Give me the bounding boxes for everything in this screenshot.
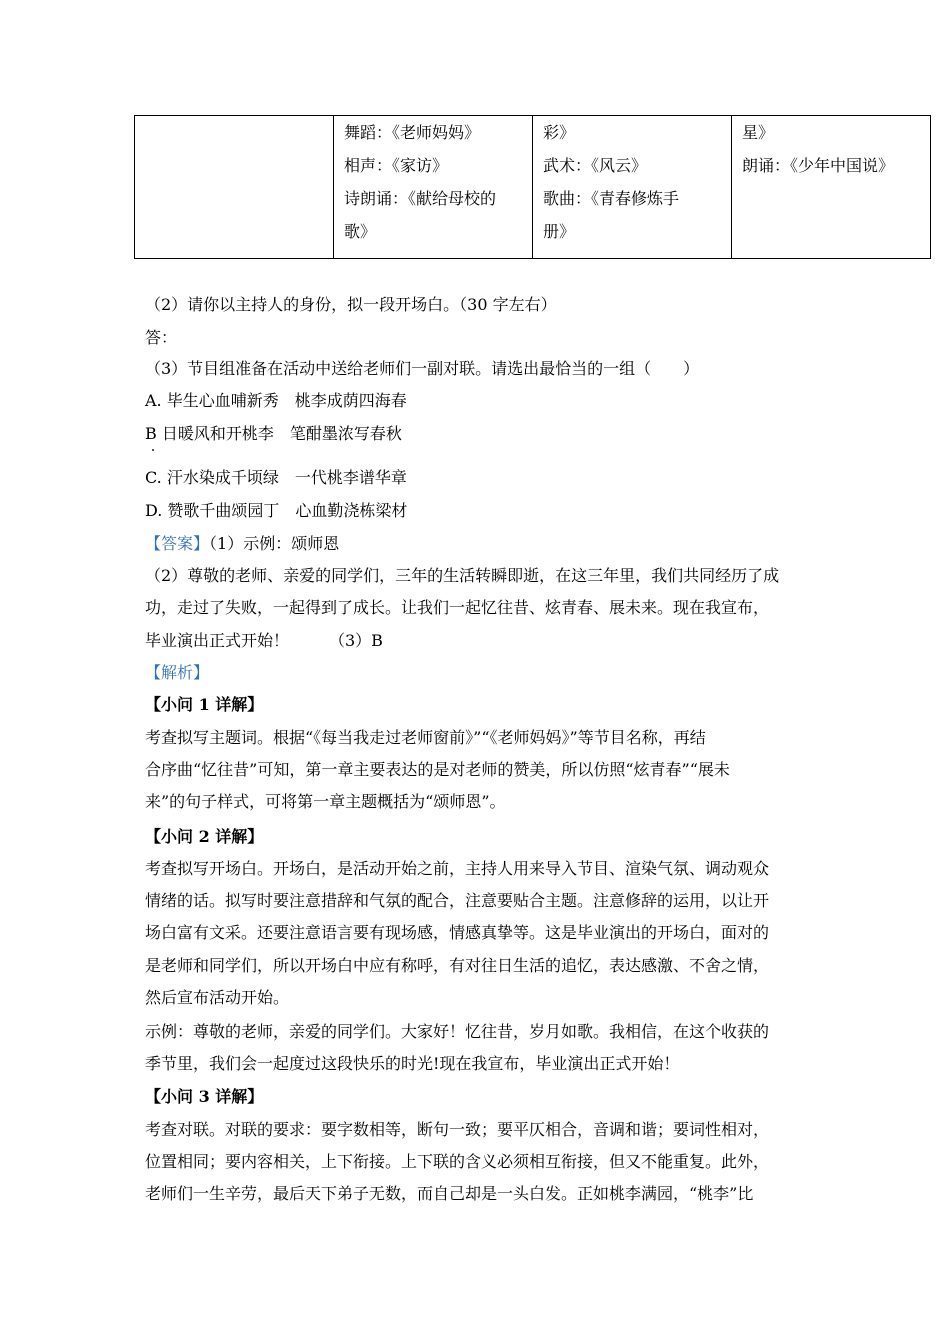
cell-line: 彩》 xyxy=(543,123,576,142)
cell-line: 朗诵：《少年中国说》 xyxy=(742,156,895,175)
q2-heading: 【小问 2 详解】 xyxy=(145,827,264,846)
q1-text-line: 考查拟写主题词。根据“《每当我走过老师窗前》”“《老师妈妈》”等节目名称，再结 xyxy=(145,728,706,747)
table-cell-empty xyxy=(135,116,334,259)
answer-line-1 xyxy=(145,533,339,555)
cell-line: 星》 xyxy=(742,123,775,142)
q1-text-line: 来”的句子样式，可将第一章主题概括为“颂师恩”。 xyxy=(145,792,506,811)
q3-heading: 【小问 3 详解】 xyxy=(145,1087,264,1106)
q2-text-line: 场白富有文采。还要注意语言要有现场感，情感真挚等。这是毕业演出的开场白，面对的 xyxy=(145,923,770,942)
q2-text-line: 季节里，我们会一起度过这段快乐的时光!现在我宣布，毕业演出正式开始！ xyxy=(145,1054,680,1073)
q1-text-line: 合序曲“忆往昔”可知，第一章主要表达的是对老师的赞美，所以仿照“炫青春”“展未 xyxy=(145,760,730,779)
q3-text-line: 考查对联。对联的要求：要字数相等，断句一致；要平仄相合，音调和谐；要词性相对， xyxy=(145,1120,770,1139)
q2-text-line: 然后宣布活动开始。 xyxy=(145,988,290,1007)
stray-dot xyxy=(152,449,154,451)
cell-line: 舞蹈：《老师妈妈》 xyxy=(344,123,481,142)
answer-tag: 【答案】 xyxy=(145,534,210,553)
question-3: （3）节目组准备在活动中送给老师们一副对联。请选出最恰当的一组（ ） xyxy=(145,359,700,378)
cell-line: 武术：《风云》 xyxy=(543,156,648,175)
q3-text-line: 位置相同；要内容相关，上下衔接。上下联的含义必须相互衔接，但又不能重复。此外， xyxy=(145,1152,770,1171)
q2-text-line: 是老师和同学们，所以开场白中应有称呼，有对往日生活的追忆，表达感激、不舍之情， xyxy=(145,956,770,975)
answer-1: （1）示例：颂师恩 xyxy=(209,534,340,553)
table-cell-program-3 xyxy=(533,116,732,259)
q3-text-line: 老师们一生辛劳，最后天下弟子无数，而自己却是一头白发。正如桃李满园，“桃李”比 xyxy=(145,1184,754,1203)
answer-label: 答： xyxy=(145,328,178,347)
cell-line: 歌曲：《青春修炼手 xyxy=(543,189,680,208)
answer-2-line: 毕业演出正式开始！ （3）B xyxy=(145,631,383,650)
analysis-tag: 【解析】 xyxy=(145,663,210,682)
program-table xyxy=(134,115,931,259)
q2-text-line: 考查拟写开场白。开场白，是活动开始之前，主持人用来导入节目、渲染气氛、调动观众 xyxy=(145,859,770,878)
cell-line: 册》 xyxy=(543,222,576,241)
option-b: B 日暖风和开桃李 笔酣墨浓写春秋 xyxy=(145,424,402,443)
q2-text-line: 示例：尊敬的老师，亲爱的同学们。大家好！忆往昔，岁月如歌。我相信，在这个收获的 xyxy=(145,1022,770,1041)
table-cell-program-4 xyxy=(732,116,931,259)
cell-line: 诗朗诵：《献给母校的 xyxy=(344,189,497,208)
cell-line: 相声：《家访》 xyxy=(344,156,449,175)
q1-heading: 【小问 1 详解】 xyxy=(145,695,264,714)
option-a: A. 毕生心血哺新秀 桃李成荫四海春 xyxy=(145,391,407,410)
table-cell-program-2 xyxy=(334,116,533,259)
table-row xyxy=(135,116,931,259)
cell-line: 歌》 xyxy=(344,222,377,241)
answer-2-line: （2）尊敬的老师、亲爱的同学们，三年的生活转瞬即逝，在这三年里，我们共同经历了成 xyxy=(145,566,780,585)
answer-2-line: 功，走过了失败，一起得到了成长。让我们一起忆往昔、炫青春、展未来。现在我宣布， xyxy=(145,598,770,617)
option-c: C. 汗水染成千顷绿 一代桃李谱华章 xyxy=(145,468,407,487)
q2-text-line: 情绪的话。拟写时要注意措辞和气氛的配合，注意要贴合主题。注意修辞的运用，以让开 xyxy=(145,891,770,910)
option-d: D. 赞歌千曲颂园丁 心血勤浇栋梁材 xyxy=(145,501,408,520)
question-2: （2）请你以主持人的身份，拟一段开场白。（30 字左右） xyxy=(145,295,557,314)
